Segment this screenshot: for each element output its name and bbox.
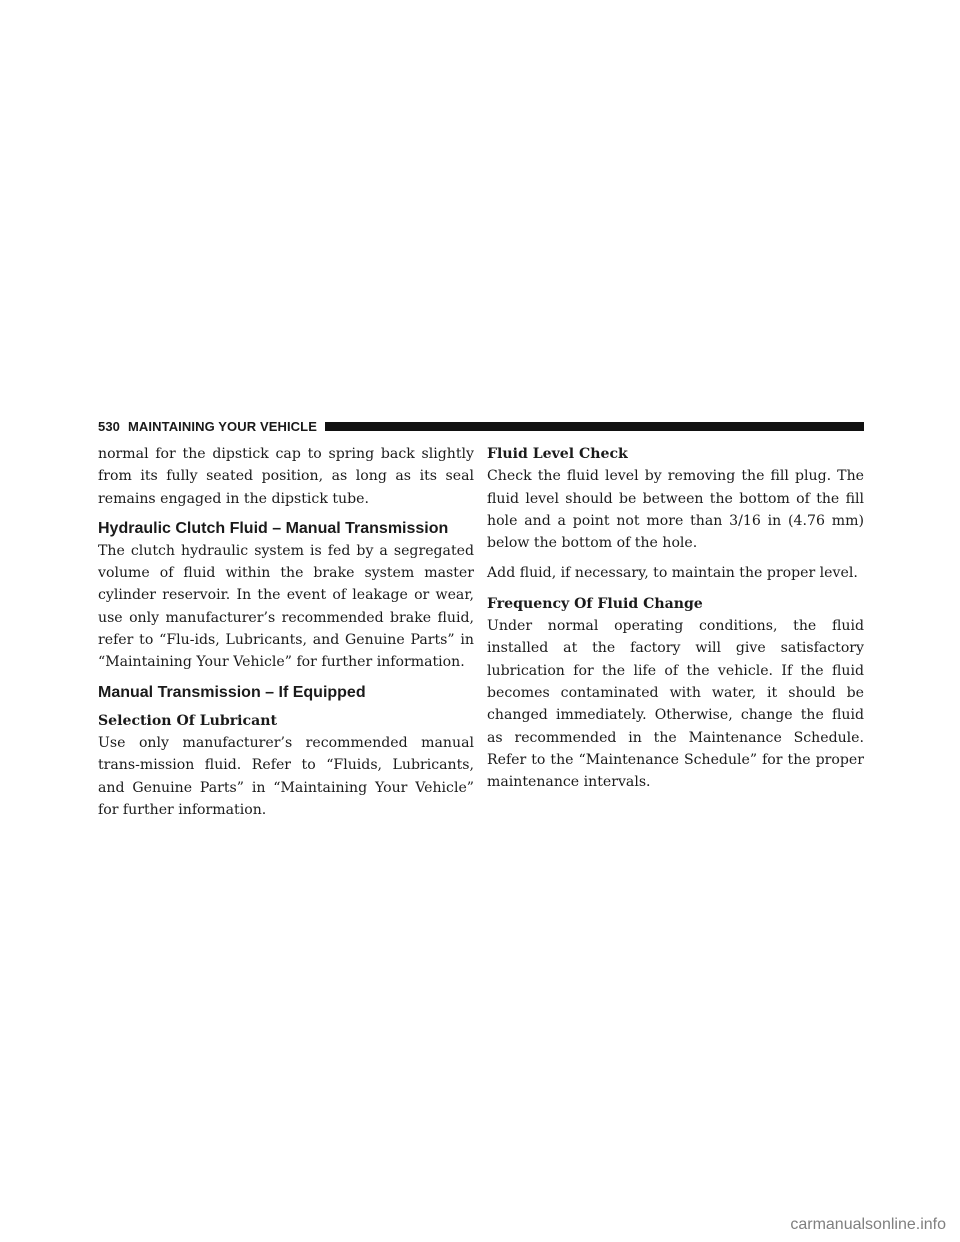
header-rule xyxy=(325,422,864,431)
intro-paragraph: normal for the dipstick cap to spring back slightly from its fully seated position, as long as its seal remains engaged in the dipstick tube. xyxy=(98,446,474,507)
left-column xyxy=(98,443,474,829)
add-fluid-paragraph: Add fluid, if necessary, to maintain the proper level. xyxy=(487,565,858,582)
page-header xyxy=(98,418,864,434)
lubricant-paragraph: Use only manufacturer’s recommended manual trans-mission fluid. Refer to “Fluids, Lubricants, and Genuine Parts” in “Maintaining Your Vehicle” for further information. xyxy=(98,734,474,818)
lubricant-subheading: Selection Of Lubricant xyxy=(98,712,277,729)
fluid-change-subheading: Frequency Of Fluid Change xyxy=(487,595,703,612)
fluid-level-paragraph: Check the fluid level by removing the fill plug. The fluid level should be between the bottom of the fill hole and a point not more than 3/16 in (4.76 mm) below the bottom of the hole. xyxy=(487,468,864,552)
watermark: carmanualsonline.info xyxy=(790,1216,946,1233)
fluid-change-paragraph: Under normal operating conditions, the fluid installed at the factory will give satisfactory lubrication for the life of the vehicle. If the fluid becomes contaminated with water, it should be changed immediately. Otherwise, change the fluid as recommended in the Maintenance Schedule. Refer to the “Maintenance Schedule” for the proper maintenance intervals. xyxy=(487,618,864,791)
clutch-fluid-paragraph: The clutch hydraulic system is fed by a segregated volume of fluid within the brake system master cylinder reservoir. In the event of leakage or wear, use only manufacturer’s recommended brake fluid, refer to “Flu-ids, Lubricants, and Genuine Parts” in “Maintaining Your Vehicle” for further information. xyxy=(98,542,474,671)
right-column xyxy=(487,443,864,801)
fluid-level-subheading: Fluid Level Check xyxy=(487,446,628,462)
clutch-fluid-heading: Hydraulic Clutch Fluid – Manual Transmission xyxy=(98,519,449,537)
manual-transmission-heading: Manual Transmission – If Equipped xyxy=(98,683,366,701)
section-title: MAINTAINING YOUR VEHICLE xyxy=(128,418,317,434)
page-number: 530 xyxy=(98,418,120,434)
